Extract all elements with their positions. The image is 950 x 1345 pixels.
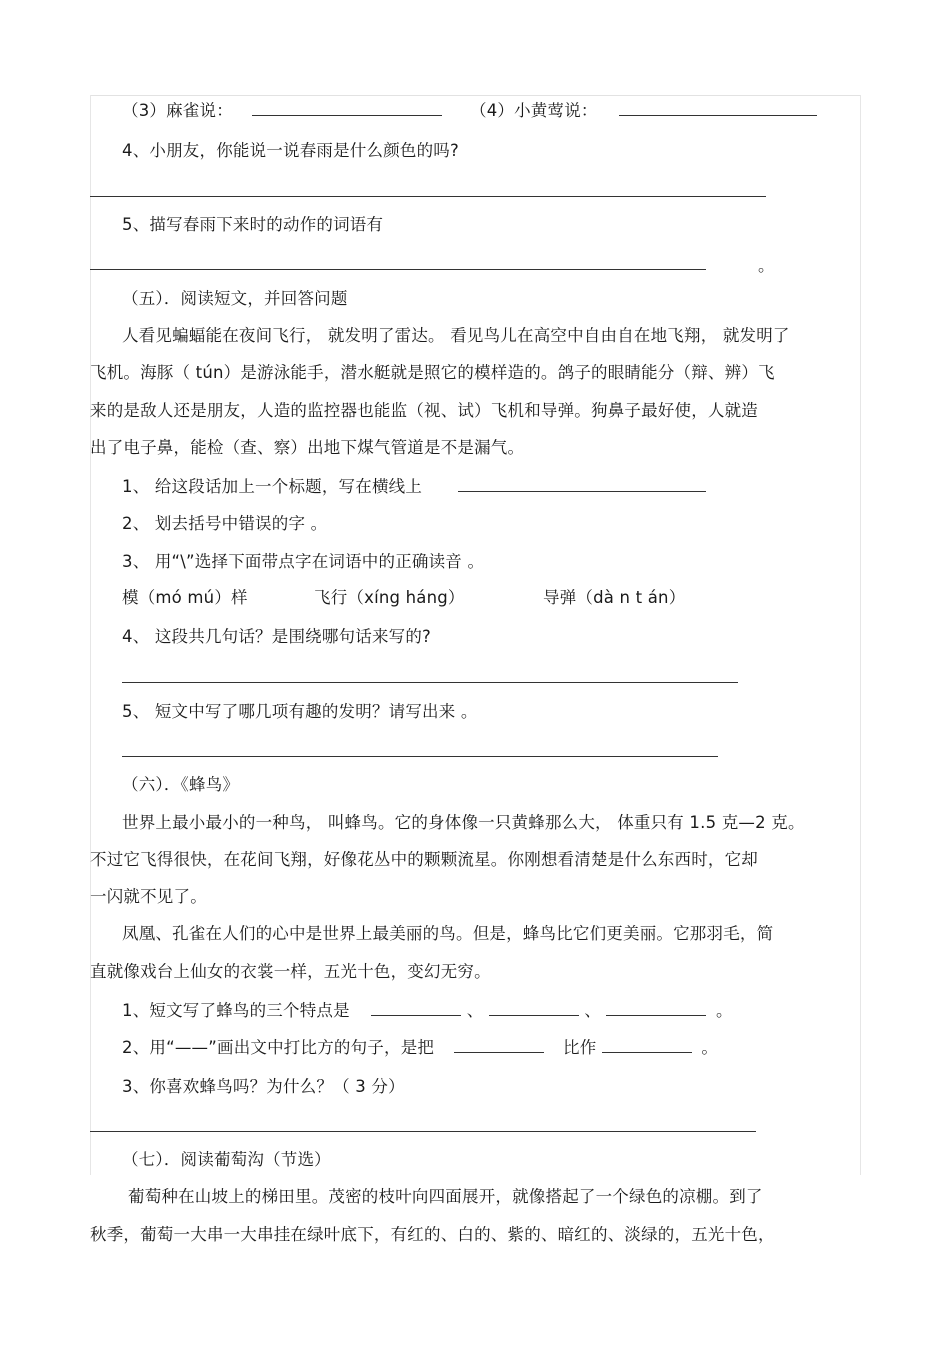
section-seven-heading: （七）．阅读葡萄沟（节选） xyxy=(122,1150,331,1169)
question-rain-words: 5、描写春雨下来时的动作的词语有 xyxy=(122,215,384,234)
question-metaphor xyxy=(122,1038,718,1058)
period-mark: 。 xyxy=(758,256,775,275)
separator: 、 xyxy=(584,1001,602,1020)
question-features-label: 1、短文写了蜂鸟的三个特点是 xyxy=(122,1001,350,1020)
question-title xyxy=(122,477,706,497)
passage-line: 直就像戏台上仙女的衣裳一样，五光十色，变幻无穷。 xyxy=(90,962,491,981)
pinyin-option-xing: 飞行（xíng háng） xyxy=(314,588,465,607)
period-mark: 。 xyxy=(715,1001,733,1020)
passage-line: 一闪就不见了。 xyxy=(90,887,207,906)
pinyin-option-mu: 模（mó mú）样 xyxy=(122,588,248,607)
question-strike: 2、 划去括号中错误的字 。 xyxy=(122,514,328,533)
separator: 、 xyxy=(466,1001,484,1020)
section-six-heading: （六）．《蜂鸟》 xyxy=(122,775,240,794)
question-features xyxy=(122,1001,733,1021)
question-rain-color: 4、小朋友，你能说一说春雨是什么颜色的吗? xyxy=(122,141,459,160)
passage-line: 世界上最小最小的一种鸟， 叫蜂鸟。它的身体像一只黄蜂那么大， 体重只有 1.5 克—2 克。 xyxy=(122,813,805,832)
passage-line: 葡萄种在山坡上的梯田里。茂密的枝叶向四面展开，就像搭起了一个绿色的凉棚。到了 xyxy=(128,1187,763,1206)
answer-line-rain-words[interactable] xyxy=(90,269,706,270)
answer-blank-feature-1[interactable] xyxy=(371,1001,461,1016)
question-title-label: 1、 给这段话加上一个标题，写在横线上 xyxy=(122,477,423,496)
question-oriole xyxy=(470,101,817,121)
page-border-top xyxy=(90,95,861,96)
answer-line-sentences[interactable] xyxy=(122,682,738,683)
period-mark: 。 xyxy=(701,1038,719,1057)
question-like-hummingbird: 3、你喜欢蜂鸟吗？为什么？（ 3 分） xyxy=(122,1077,405,1096)
page-border-left xyxy=(90,95,91,1175)
question-pinyin: 3、 用“\”选择下面带点字在词语中的正确读音 。 xyxy=(122,552,485,571)
answer-line-inventions[interactable] xyxy=(122,756,718,757)
answer-blank-feature-3[interactable] xyxy=(606,1001,706,1016)
passage-line: 飞机。海豚（ tún）是游泳能手，潜水艇就是照它的模样造的。鸽子的眼睛能分（辩、辨）飞 xyxy=(90,363,775,382)
question-sparrow xyxy=(122,101,442,121)
question-metaphor-label: 2、用“——”画出文中打比方的句子，是把 xyxy=(122,1038,435,1057)
answer-blank-metaphor-subject[interactable] xyxy=(454,1038,544,1053)
section-five-heading: （五）．阅读短文，并回答问题 xyxy=(122,289,348,308)
passage-line: 秋季，葡萄一大串一大串挂在绿叶底下，有红的、白的、紫的、暗红的、淡绿的，五光十色， xyxy=(90,1225,775,1244)
page-border-right xyxy=(860,95,861,1175)
answer-blank-title[interactable] xyxy=(458,477,706,492)
answer-line-like-hummingbird[interactable] xyxy=(90,1131,756,1132)
passage-line: 凤凰、孔雀在人们的心中是世界上最美丽的鸟。但是，蜂鸟比它们更美丽。它那羽毛，简 xyxy=(122,924,774,943)
passage-line: 来的是敌人还是朋友，人造的监控器也能监（视、试）飞机和导弹。狗鼻子最好使，人就造 xyxy=(90,401,758,420)
passage-line: 不过它飞得很快，在花间飞翔，好像花丛中的颗颗流星。你刚想看清楚是什么东西时，它却 xyxy=(90,850,758,869)
answer-blank-metaphor-object[interactable] xyxy=(602,1038,692,1053)
answer-line-rain-color[interactable] xyxy=(90,196,766,197)
question-sparrow-label: （3）麻雀说： xyxy=(122,101,233,120)
answer-blank-feature-2[interactable] xyxy=(489,1001,579,1016)
question-sentences: 4、 这段共几句话？是围绕哪句话来写的? xyxy=(122,627,432,646)
answer-blank-sparrow[interactable] xyxy=(252,101,442,116)
answer-blank-oriole[interactable] xyxy=(619,101,817,116)
question-oriole-label: （4）小黄莺说： xyxy=(470,101,598,120)
question-inventions: 5、 短文中写了哪几项有趣的发明？请写出来 。 xyxy=(122,702,478,721)
pinyin-option-dan: 导弹（dà n t án） xyxy=(543,588,686,607)
passage-line: 人看见蝙蝠能在夜间飞行， 就发明了雷达。 看见鸟儿在高空中自由自在地飞翔， 就发明了 xyxy=(122,326,790,345)
passage-line: 出了电子鼻，能检（查、察）出地下煤气管道是不是漏气。 xyxy=(90,438,525,457)
question-metaphor-middle: 比作 xyxy=(563,1038,597,1057)
